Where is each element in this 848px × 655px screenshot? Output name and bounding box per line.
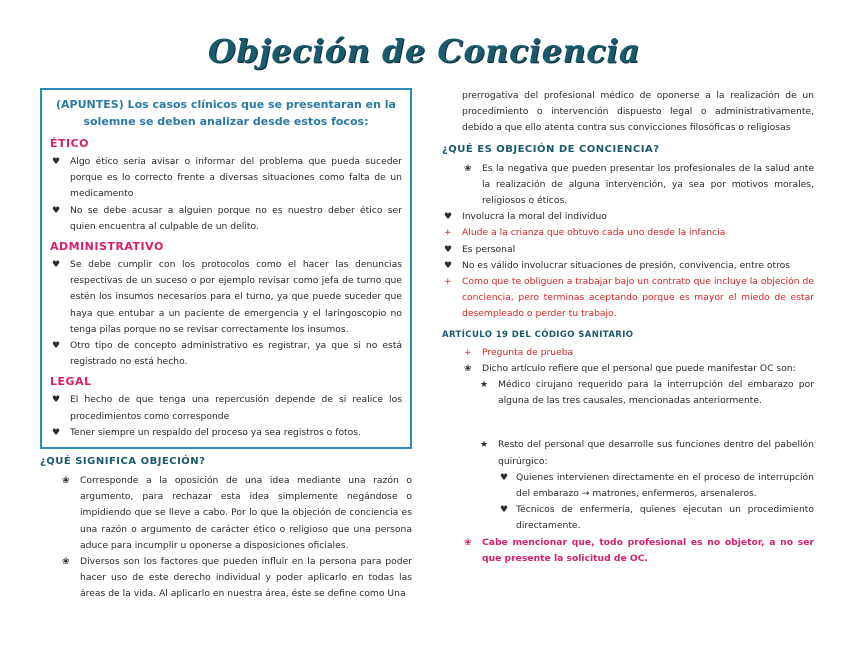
significa-heading: ¿QUÉ SIGNIFICA OBJECIÓN? <box>40 456 206 468</box>
heart-icon: ♥ <box>444 244 453 255</box>
administrativo-heading: ADMINISTRATIVO <box>50 240 164 254</box>
que-es-list <box>442 161 814 323</box>
plus-icon: + <box>444 277 452 288</box>
flower-icon: ❀ <box>62 557 70 568</box>
resto-list <box>442 437 814 567</box>
list-item: ♥ Otro tipo de concepto administrativo es registrar, ya que si no está registrado no está hecho. <box>52 340 402 368</box>
list-item: ♥ El hecho de que tenga una repercusión depende de si realice los procedimientos como corresponde <box>52 394 402 422</box>
list-item: ❀ Corresponde a la oposición de una idea mediante una razón o argumento, para rechazar esta idea simplemente negándose o impidiendo que se lleve a cabo. Por lo que la objeción de conciencia es una razón o argumento de carácter ético o religioso que una persona aduce para incumplir u oponerse a disposiciones oficiales. <box>62 475 412 551</box>
list-item: ★ Resto del personal que desarrolle sus funciones dentro del pabellón quirúrgico: <box>480 439 814 467</box>
heart-icon: ♥ <box>52 260 61 271</box>
page-title: Objeción de Conciencia <box>207 32 641 70</box>
flower-icon: ❀ <box>464 163 472 174</box>
star-icon: ★ <box>480 380 489 391</box>
continuation-paragraph: prerrogativa del profesional médico de oponerse a la realización de un procedimiento o intervención dispuesto legal o administrativamente, debido a que ello atenta contra sus convicciones filosóficas o religiosas <box>462 90 814 134</box>
heart-icon: ♥ <box>52 341 61 352</box>
list-item: + Como que te obliguen a trabajar bajo un contrato que incluye la objeción de conciencia, pero terminas aceptando porque es mayor el miedo de estar desempleado o perder tu trabajo. <box>444 276 814 320</box>
articulo-list <box>442 345 814 410</box>
list-item: ♥ No se debe acusar a alguien porque no es nuestro deber ético ser quien encuentra al culpable de un delito. <box>52 204 402 232</box>
flower-icon: ❀ <box>62 476 70 487</box>
etico-heading: ÉTICO <box>50 137 90 150</box>
list-item: ♥ Es personal <box>442 242 814 258</box>
significa-list <box>40 473 412 603</box>
star-icon: ★ <box>480 440 489 451</box>
etico-list <box>50 154 402 235</box>
list-item: ♥ Técnicos de enfermería, quienes ejecutan un procedimiento directamente. <box>500 504 814 532</box>
articulo-heading: ARTÍCULO 19 DEL CÓDIGO SANITARIO <box>442 329 634 340</box>
list-item: ★ Médico cirujano requerido para la interrupción del embarazo por alguna de las tres causales, mencionadas anteriormente. <box>480 379 814 407</box>
left-column <box>40 88 412 603</box>
administrativo-list <box>50 257 402 370</box>
list-item: ❀ Diversos son los factores que pueden influir en la persona para poder hacer uso de este derecho individual y poder aplicarlo en todas las áreas de la vida. Al aplicarlo en nuestra área, éste se define como Una <box>62 556 412 600</box>
heart-icon: ♥ <box>52 427 61 438</box>
list-item: ♥ Algo ético seria avisar o informar del problema que pueda suceder porque es lo correcto frente a diversas situaciones como falta de un medicamento <box>52 156 402 200</box>
list-item: + Alude a la crianza que obtuvo cada uno desde la infancia <box>442 225 814 241</box>
right-column <box>442 88 814 567</box>
list-item: ♥ Quienes intervienen directamente en el proceso de interrupción del embarazo → matrones, enfermeros, arsenaleros. <box>500 471 814 500</box>
list-item: + Pregunta de prueba <box>442 345 814 361</box>
list-item: ♥ Se debe cumplir con los protocolos como el hacer las denuncias respectivas de un suceso o por ejemplo revisar como jefa de turno que estén los insumos necesarios para el turno, ya que puede suceder que haya que entubar a un paciente de emergencia y el laringoscopio no tenga pilas porque no se revisar correctamente los insumos. <box>52 259 402 335</box>
que-es-heading: ¿QUÉ ES OBJECIÓN DE CONCIENCIA? <box>442 143 660 155</box>
heart-icon: ♥ <box>444 260 453 271</box>
notes-box-title: (APUNTES) Los casos clínicos que se presentaran en la solemne se deben analizar desde estos focos: <box>56 98 396 128</box>
notes-box <box>40 88 412 449</box>
list-item: ♥ Involucra la moral del individuo <box>442 209 814 225</box>
heart-icon: ♥ <box>444 212 453 223</box>
legal-list <box>50 392 402 441</box>
heart-icon: ♥ <box>52 157 61 167</box>
list-item: ♥ No es válido involucrar situaciones de presión, convivencia, entre otros <box>442 258 814 274</box>
list-item: ❀ Cabe mencionar que, todo profesional es no objetor, a no ser que presente la solicitud de OC. <box>464 536 814 564</box>
legal-heading: LEGAL <box>50 375 92 389</box>
flower-icon: ❀ <box>464 363 472 374</box>
flower-icon: ❀ <box>464 537 472 548</box>
heart-icon: ♥ <box>52 205 61 216</box>
heart-icon: ♥ <box>500 472 509 483</box>
plus-icon: + <box>444 228 452 239</box>
list-item: ❀ Dicho artículo refiere que el personal que puede manifestar OC son: <box>442 361 814 377</box>
heart-icon: ♥ <box>500 505 509 516</box>
list-item: ❀ Es la negativa que pueden presentar los profesionales de la salud ante la realización de alguna intervención, ya sea por motivos morales, religiosos o éticos. <box>464 162 814 207</box>
heart-icon: ♥ <box>52 395 61 406</box>
list-item: ♥ Tener siempre un respaldo del proceso ya sea registros o fotos. <box>50 425 402 441</box>
plus-icon: + <box>464 347 472 358</box>
